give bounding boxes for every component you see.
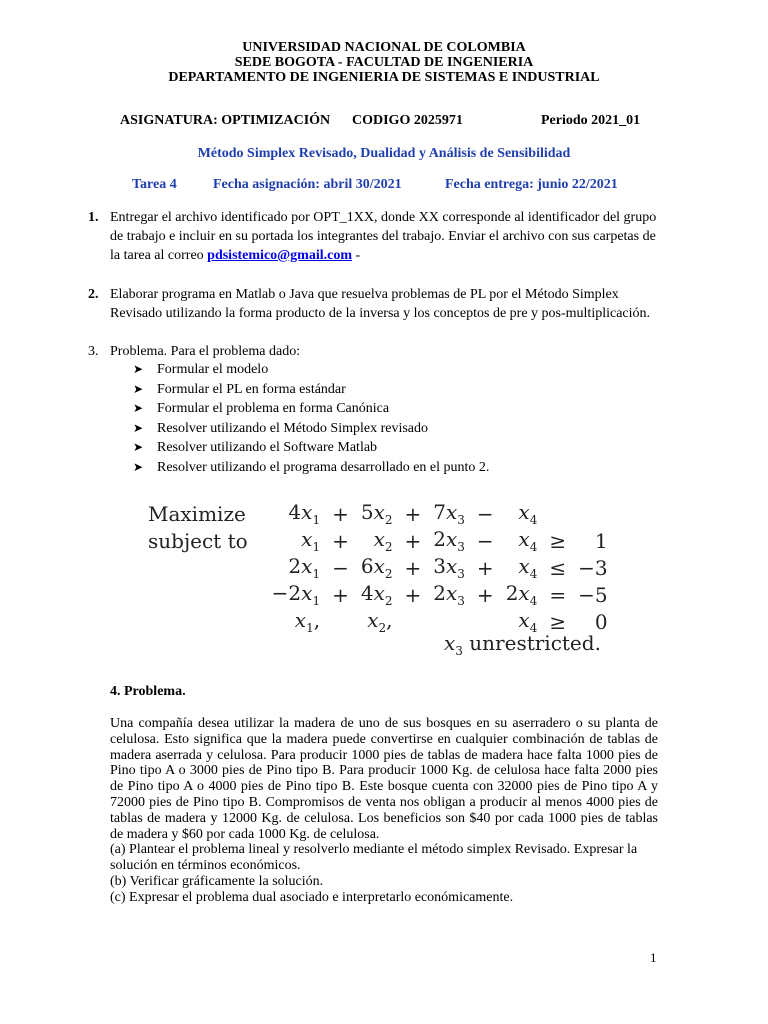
lp-model-image bbox=[148, 500, 648, 660]
item-2-number: 2. bbox=[88, 287, 99, 302]
bullet-item: ➤ Resolver utilizando el programa desarrollado en el punto 2. bbox=[133, 458, 489, 478]
due-date: Fecha entrega: junio 22/2021 bbox=[445, 177, 618, 192]
course-name: ASIGNATURA: OPTIMIZACIÓN bbox=[120, 113, 331, 128]
university-name: UNIVERSIDAD NACIONAL DE COLOMBIA bbox=[242, 40, 526, 55]
list-item-3 bbox=[88, 342, 660, 361]
problem-4-body bbox=[110, 716, 658, 906]
problem-4-title: 4. Problema. bbox=[110, 684, 186, 699]
problem-4-part-a: (a) Plantear el problema lineal y resolverlo mediante el método simplex Revisado. Expresar la solución en términos económicos. bbox=[110, 842, 638, 874]
item-2-text: Elaborar programa en Matlab o Java que resuelva problemas de PL por el Método Simplex Revisado utilizando la forma producto de la inversa y los conceptos de pre y pos-multiplicación. bbox=[110, 287, 651, 321]
list-item-1 bbox=[88, 208, 660, 265]
maximize-label: Maximize bbox=[148, 501, 246, 526]
problem-4-paragraph: Una compañía desea utilizar la madera de uno de sus bosques en su aserradero o su planta de celulosa. Esto significa que la madera puede convertirse en cualquier combinación de tablas de madera aserrada y celulosa. Para producir 1000 pies de tablas de madera hace falta 1000 pies de Pino tipo A o 3000 pies de Pino tipo B. Para producir 1000 Kg. de celulosa hace falta 2000 pies de Pino tipo A o 4000 pies de Pino tipo B. Este bosque cuenta con 32000 pies de Pino tipo A y 72000 pies de Pino tipo B. Compromisos de venta nos obligan a producir al menos 4000 pies de tablas de madera y 12000 Kg. de celulosa. Los beneficios son $40 por cada 1000 pies de tablas de madera y $60 por cada 1000 Kg. de celulosa. bbox=[110, 716, 658, 842]
item-3-text: Problema. Para el problema dado: bbox=[110, 344, 301, 359]
email-link[interactable]: pdsistemico@gmail.com bbox=[207, 248, 352, 263]
arrow-bullet-icon: ➤ bbox=[133, 420, 144, 435]
task-number: Tarea 4 bbox=[132, 177, 177, 192]
course-period: Periodo 2021_01 bbox=[541, 113, 641, 128]
bullet-item: ➤ Formular el PL en forma estándar bbox=[133, 380, 489, 400]
arrow-bullet-icon: ➤ bbox=[133, 401, 144, 415]
task-bullet-list bbox=[133, 360, 489, 477]
bullet-item: ➤ Formular el modelo bbox=[133, 360, 489, 380]
problem-4-part-c: (c) Expresar el problema dual asociado e interpretarlo económicamente. bbox=[110, 889, 514, 905]
unrestricted-note: $x_3$ unrestricted. bbox=[444, 631, 601, 658]
page-number: 1 bbox=[650, 950, 657, 965]
subject-to-label: subject to bbox=[148, 528, 248, 553]
department-name: DEPARTAMENTO DE INGENIERIA DE SISTEMAS E INDUSTRIAL bbox=[168, 70, 600, 85]
list-item-2 bbox=[88, 285, 660, 323]
item-1-tail: - bbox=[352, 248, 361, 263]
assignment-date: Fecha asignación: abril 30/2021 bbox=[213, 177, 402, 192]
item-3-number: 3. bbox=[88, 344, 99, 359]
bullet-item: ➤ Formular el problema en forma Canónica bbox=[133, 399, 489, 419]
item-1-number: 1. bbox=[88, 210, 99, 225]
course-code: CODIGO 2025971 bbox=[352, 113, 463, 128]
problem-4-part-b: (b) Verificar gráficamente la solución. bbox=[110, 873, 324, 889]
arrow-bullet-icon: ➤ bbox=[133, 381, 144, 396]
arrow-bullet-icon: ➤ bbox=[133, 362, 144, 376]
faculty-name: SEDE BOGOTA - FACULTAD DE INGENIERIA bbox=[234, 55, 534, 70]
lp-model-table: Maximize $4x_1$ + $5x_2$ + $7x_3$ − $x_4$ subject to $x_1$ + $x_2$ + $2x_3$ − $x_4$ ≥ 1 $2x_1$ − $6x_2$ + $3x_3$ + $x_4$ ≤ −3 $-2x_1$ + $4x_2$ + $2x_3$ + $2x_4$ = −5 $x_1$, $x_2$, $x_4$ ≥ 0 bbox=[148, 500, 608, 635]
arrow-bullet-icon: ➤ bbox=[133, 440, 144, 454]
document-header bbox=[0, 40, 768, 85]
bullet-item: ➤ Resolver utilizando el Método Simplex revisado bbox=[133, 419, 489, 439]
item-1-text: Entregar el archivo identificado por OPT_1XX, donde XX corresponde al identificador del grupo de trabajo e incluir en su portada los integrantes del trabajo. Enviar el archivo con sus carpetas de la tarea al correo bbox=[110, 210, 657, 263]
topic-title: Método Simplex Revisado, Dualidad y Análisis de Sensibilidad bbox=[197, 146, 571, 161]
bullet-item: ➤ Resolver utilizando el Software Matlab bbox=[133, 438, 489, 458]
arrow-bullet-icon: ➤ bbox=[133, 459, 144, 474]
